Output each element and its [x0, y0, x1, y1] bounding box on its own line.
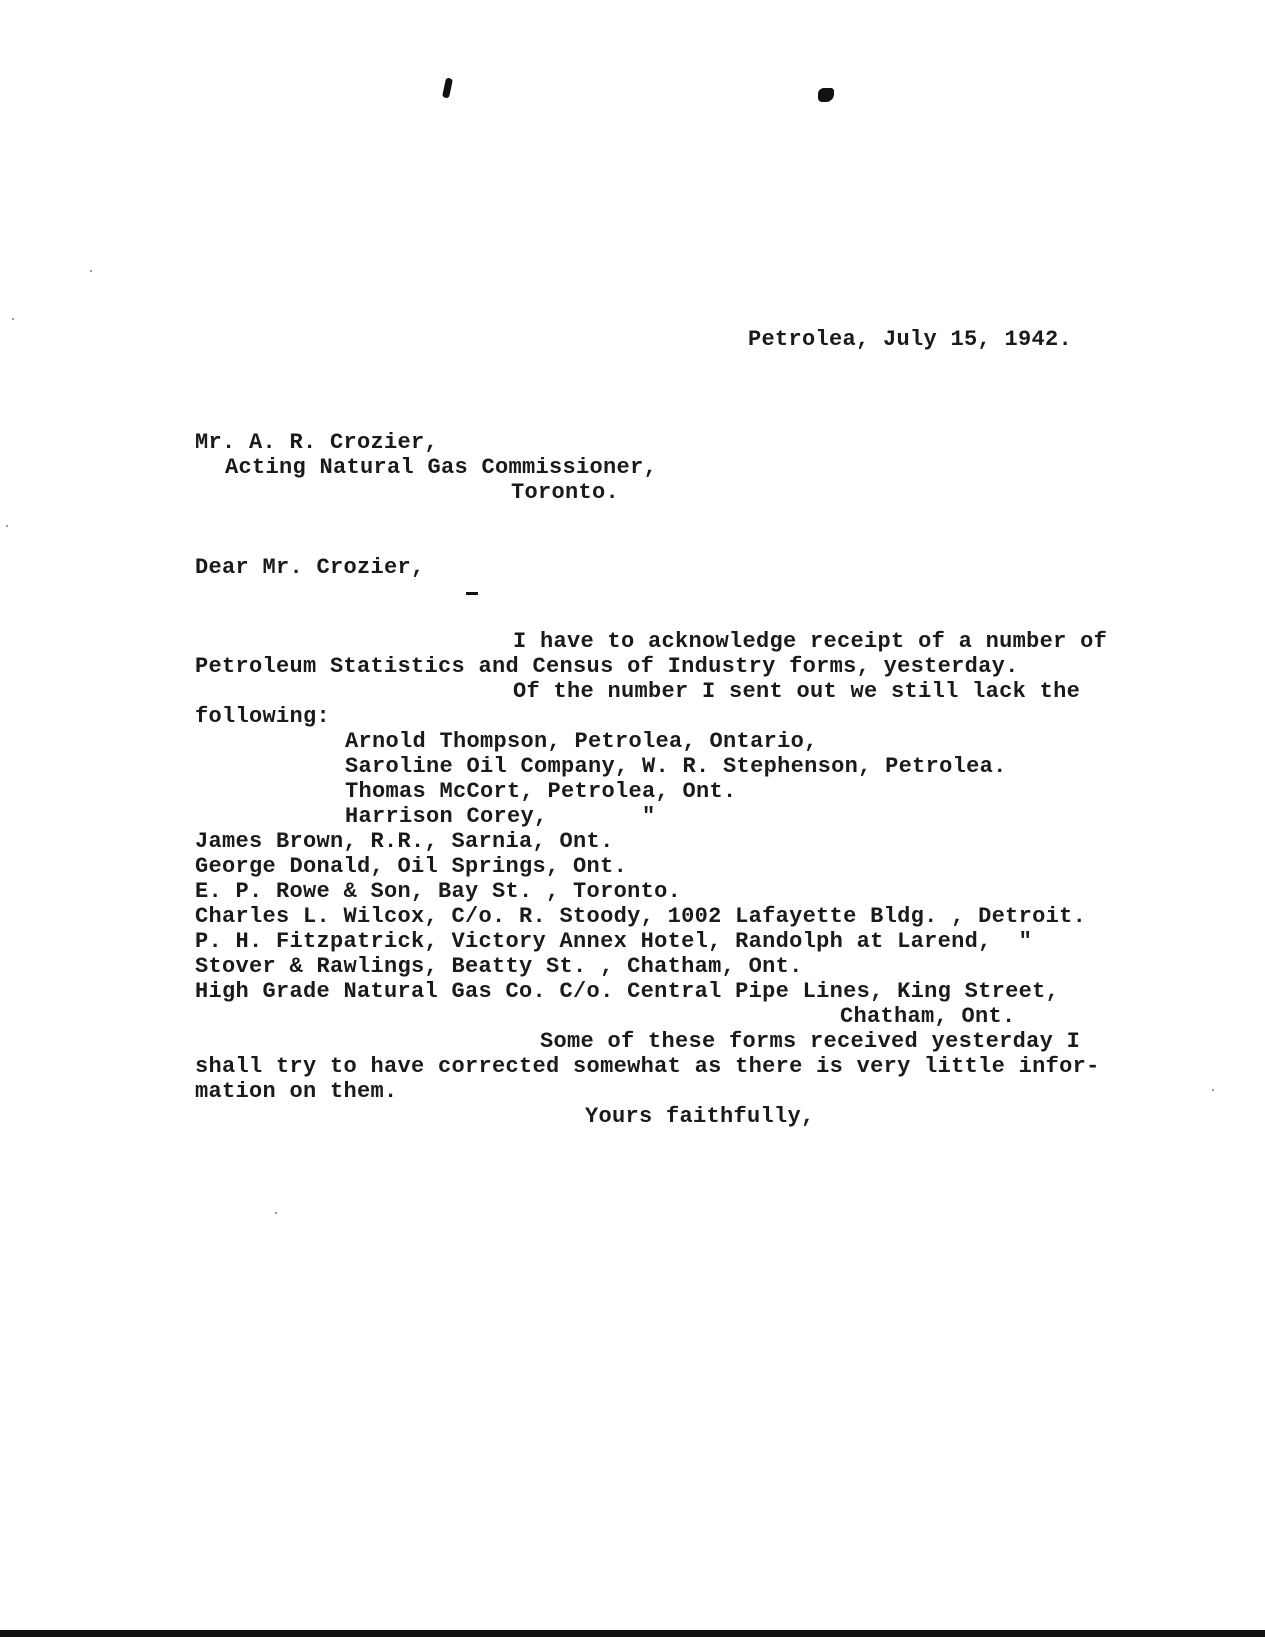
scan-bottom-edge [0, 1630, 1265, 1637]
list-item: E. P. Rowe & Son, Bay St. , Toronto. [195, 879, 682, 904]
closing: Yours faithfully, [585, 1104, 815, 1129]
scan-speck [90, 270, 92, 272]
punch-hole-mark-right [818, 88, 834, 102]
scan-speck [12, 318, 14, 320]
list-item: Chatham, Ont. [840, 1004, 1016, 1029]
recipient-name: Mr. A. R. Crozier, [195, 430, 439, 455]
body-para1-line2: Petroleum Statistics and Census of Industry forms, yesterday. [195, 654, 1019, 679]
list-item: Harrison Corey, " [345, 804, 656, 829]
scan-speck [275, 1212, 277, 1214]
list-item: Stover & Rawlings, Beatty St. , Chatham, Ont. [195, 954, 803, 979]
body-para3-line2: shall try to have corrected somewhat as there is very little infor- [195, 1054, 1100, 1079]
body-para2-line1: Of the number I sent out we still lack the [513, 679, 1081, 704]
list-item: High Grade Natural Gas Co. C/o. Central Pipe Lines, King Street, [195, 979, 1060, 1004]
salutation: Dear Mr. Crozier, [195, 555, 425, 580]
body-para3-line1: Some of these forms received yesterday I [540, 1029, 1081, 1054]
date-line: Petrolea, July 15, 1942. [748, 327, 1073, 352]
list-item: George Donald, Oil Springs, Ont. [195, 854, 628, 879]
body-para3-line3: mation on them. [195, 1079, 398, 1104]
body-para2-line2: following: [195, 704, 331, 729]
punch-hole-mark-left [442, 77, 453, 98]
list-item: P. H. Fitzpatrick, Victory Annex Hotel, Randolph at Larend, " [195, 929, 1033, 954]
scan-speck [6, 525, 8, 527]
scan-speck [1212, 1089, 1214, 1091]
list-item: Arnold Thompson, Petrolea, Ontario, [345, 729, 818, 754]
list-item: Charles L. Wilcox, C/o. R. Stoody, 1002 Lafayette Bldg. , Detroit. [195, 904, 1087, 929]
underline-dash [466, 592, 478, 595]
list-item: Saroline Oil Company, W. R. Stephenson, Petrolea. [345, 754, 1007, 779]
list-item: James Brown, R.R., Sarnia, Ont. [195, 829, 614, 854]
body-para1-line1: I have to acknowledge receipt of a number of [513, 629, 1108, 654]
list-item: Thomas McCort, Petrolea, Ont. [345, 779, 737, 804]
recipient-city: Toronto. [511, 480, 620, 505]
recipient-title: Acting Natural Gas Commissioner, [225, 455, 658, 480]
